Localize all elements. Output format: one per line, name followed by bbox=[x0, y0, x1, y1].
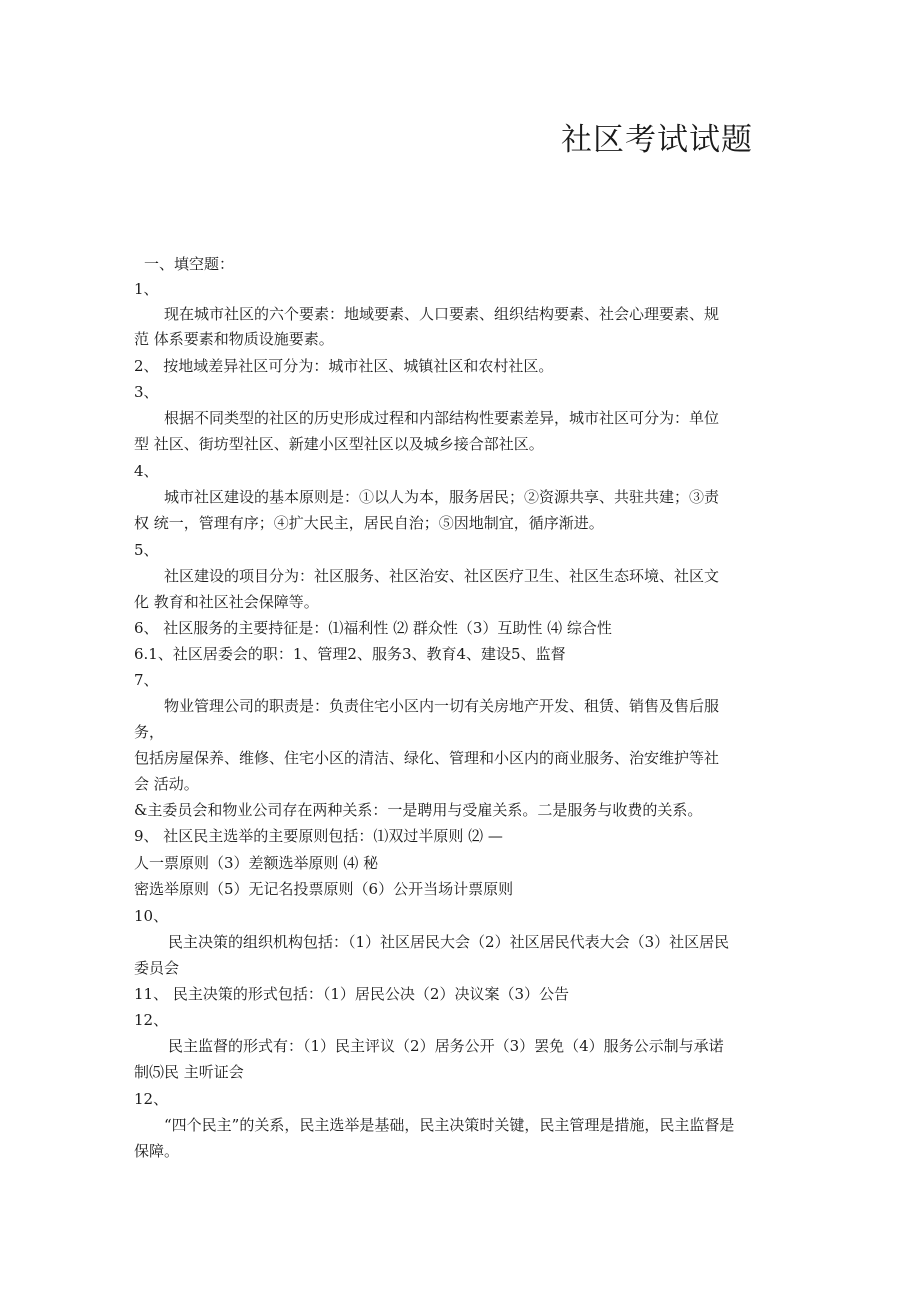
text-line: 4、 bbox=[134, 462, 159, 480]
text-line: 人一票原则（3）差额选举原则 ⑷ 秘 bbox=[134, 854, 379, 872]
text-line: 12、 bbox=[134, 1011, 169, 1029]
text-line: 1、 bbox=[134, 280, 159, 298]
text-line: 社区建设的项目分为：社区服务、社区治安、社区医疗卫生、社区生态环境、社区文 bbox=[164, 567, 720, 585]
text-line: 12、 bbox=[134, 1090, 169, 1108]
text-line: &主委员会和物业公司存在两种关系：一是聘用与受雇关系。二是服务与收费的关系。 bbox=[134, 801, 703, 819]
section-heading: 一、填空题： bbox=[144, 255, 235, 273]
text-line: 范 体系要素和物质设施要素。 bbox=[134, 330, 334, 348]
text-line: 型 社区、街坊型社区、新建小区型社区以及城乡接合部社区。 bbox=[134, 435, 544, 453]
text-line: 9、 社区民主选举的主要原则包括：⑴双过半原则 ⑵ — bbox=[134, 827, 503, 845]
text-line: 6、 社区服务的主要持征是：⑴福利性 ⑵ 群众性（3）互助性 ⑷ 综合性 bbox=[134, 619, 612, 637]
text-line: 10、 bbox=[134, 907, 169, 925]
text-line: 7、 bbox=[134, 671, 159, 689]
text-line: “四个民主”的关系，民主选举是基础，民主决策时关键，民主管理是措施，民主监督是 bbox=[164, 1116, 735, 1134]
document-title: 社区考试试题 bbox=[561, 122, 753, 158]
text-line: 11、 民主决策的形式包括：（1）居民公决（2）决议案（3）公告 bbox=[134, 985, 569, 1003]
text-line: 3、 bbox=[134, 383, 159, 401]
text-line: 权 统一，管理有序；④扩大民主，居民自治；⑤因地制宜，循序渐进。 bbox=[134, 514, 604, 532]
text-line: 委员会 bbox=[134, 959, 180, 977]
text-line: 城市社区建设的基本原则是：①以人为本，服务居民；②资源共享、共驻共建；③责 bbox=[164, 488, 720, 506]
text-line: 密选举原则（5）无记名投票原则（6）公开当场计票原则 bbox=[134, 880, 514, 898]
text-line: 物业管理公司的职责是：负责住宅小区内一切有关房地产开发、租赁、销售及售后服 bbox=[164, 697, 720, 715]
text-line: 民主决策的组织机构包括：（1）社区居民大会（2）社区居民代表大会（3）社区居民 bbox=[168, 933, 730, 951]
text-line: 6.1、社区居委会的职：1、管理2、服务3、教育4、建设5、监督 bbox=[134, 645, 566, 663]
text-line: 5、 bbox=[134, 541, 159, 559]
text-line: 2、 按地域差异社区可分为：城市社区、城镇社区和农村社区。 bbox=[134, 357, 554, 375]
text-line: 包括房屋保养、维修、住宅小区的清洁、绿化、管理和小区内的商业服务、治安维护等社 bbox=[134, 749, 720, 767]
text-line: 制⑸民 主听证会 bbox=[134, 1063, 244, 1081]
text-line: 根据不同类型的社区的历史形成过程和内部结构性要素差异，城市社区可分为：单位 bbox=[164, 409, 720, 427]
text-line: 化 教育和社区社会保障等。 bbox=[134, 593, 319, 611]
text-line: 民主监督的形式有：（1）民主评议（2）居务公开（3）罢免（4）服务公示制与承诺 bbox=[168, 1037, 724, 1055]
text-line: 保障。 bbox=[134, 1142, 180, 1160]
text-line: 务， bbox=[134, 723, 165, 741]
text-line: 现在城市社区的六个要素：地域要素、人口要素、组织结构要素、社会心理要素、规 bbox=[164, 305, 720, 323]
text-line: 会 活动。 bbox=[134, 775, 199, 793]
